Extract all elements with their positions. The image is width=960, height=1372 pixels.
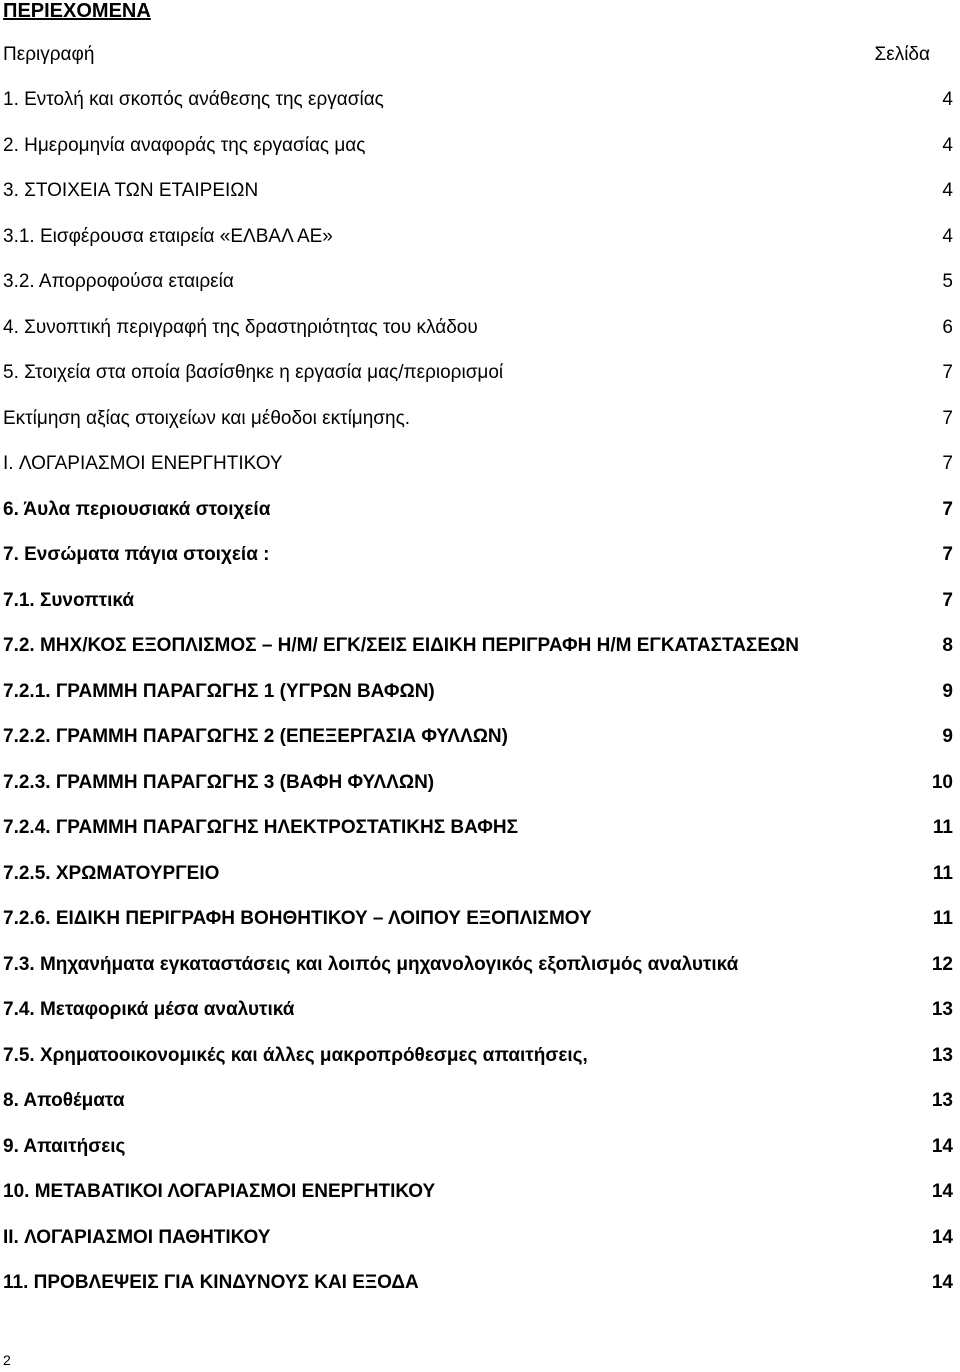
toc-entry-label: 2. Ημερομηνία αναφοράς της εργασίας μας [3, 135, 366, 156]
toc-entry-page: 4 [942, 89, 953, 110]
toc-entry-label: 3. ΣΤΟΙΧΕΙΑ ΤΩΝ ΕΤΑΙΡΕΙΩΝ [3, 180, 259, 201]
toc-entry-label: 7.2. ΜΗΧ/ΚΟΣ ΕΞΟΠΛΙΣΜΟΣ – Η/Μ/ ΕΓΚ/ΣΕΙΣ ΕΙΔΙΚΗ ΠΕΡΙΓΡΑΦΗ Η/Μ ΕΓΚΑΤΑΣΤΑΣΕΩΝ [3, 635, 799, 656]
toc-entry-page: 11 [932, 863, 953, 884]
toc-entry-page: 13 [931, 1090, 953, 1111]
toc-entry[interactable] [3, 408, 953, 430]
toc-entry-page: 7 [942, 544, 953, 565]
toc-entry[interactable] [3, 635, 953, 657]
toc-entry[interactable] [3, 863, 953, 885]
toc-entry-label: 3.2. Απορροφούσα εταιρεία [3, 271, 234, 292]
toc-entry-label: 7. Ενσώματα πάγια στοιχεία : [3, 544, 270, 565]
toc-entry-label: Εκτίμηση αξίας στοιχείων και μέθοδοι εκτίμησης. [3, 408, 411, 429]
toc-entry-page: 9 [942, 726, 953, 747]
toc-entry-label: 3.1. Εισφέρουσα εταιρεία «ΕΛΒΑΛ ΑΕ» [3, 226, 333, 247]
toc-entry-label: 1. Εντολή και σκοπός ανάθεσης της εργασίας [3, 89, 384, 110]
toc-entry-label: 7.2.4. ΓΡΑΜΜΗ ΠΑΡΑΓΩΓΗΣ ΗΛΕΚΤΡΟΣΤΑΤΙΚΗΣ ΒΑΦΗΣ [3, 817, 519, 838]
toc-entry-label: 9. Απαιτήσεις [3, 1136, 126, 1157]
toc-entry[interactable] [3, 544, 953, 566]
toc-entry-page: 11 [932, 817, 953, 838]
toc-entry-label: 7.2.3. ΓΡΑΜΜΗ ΠΑΡΑΓΩΓΗΣ 3 (ΒΑΦΗ ΦΥΛΛΩΝ) [3, 772, 435, 793]
toc-entry-page: 7 [942, 590, 953, 611]
toc-entry[interactable] [3, 271, 953, 293]
toc-entry-page: 13 [931, 999, 953, 1020]
toc-entry-label: 8. Αποθέματα [3, 1090, 125, 1111]
toc-entry-page: 14 [931, 1181, 953, 1202]
toc-entry-page: 14 [931, 1136, 953, 1157]
toc-entry-page: 4 [942, 135, 953, 156]
toc-entry-page: 11 [932, 908, 953, 929]
toc-entry-page: 7 [942, 362, 953, 383]
toc-entry[interactable] [3, 772, 953, 794]
toc-entry[interactable] [3, 908, 953, 930]
toc-entry[interactable] [3, 817, 953, 839]
toc-entry[interactable] [3, 1181, 953, 1203]
toc-entry-label: II. ΛΟΓΑΡΙΑΣΜΟΙ ΠΑΘΗΤΙΚΟΥ [3, 1227, 271, 1248]
toc-entry[interactable] [3, 681, 953, 703]
toc-entry[interactable] [3, 180, 953, 202]
toc-entry-label: I. ΛΟΓΑΡΙΑΣΜΟΙ ΕΝΕΡΓΗΤΙΚΟΥ [3, 453, 283, 474]
toc-entry[interactable] [3, 999, 953, 1021]
toc-entry[interactable] [3, 362, 953, 384]
toc-entry[interactable] [3, 499, 953, 521]
toc-entry-label: 7.2.1. ΓΡΑΜΜΗ ΠΑΡΑΓΩΓΗΣ 1 (ΥΓΡΩΝ ΒΑΦΩΝ) [3, 681, 435, 702]
toc-entry[interactable] [3, 453, 953, 475]
toc-entry-page: 8 [942, 635, 953, 656]
toc-entry-page: 7 [942, 408, 953, 429]
toc-entry-page: 14 [931, 1227, 953, 1248]
toc-entry[interactable] [3, 590, 953, 612]
toc-title: ΠΕΡΙΕΧΟΜΕΝΑ [3, 0, 151, 22]
toc-entry-page: 4 [942, 226, 953, 247]
toc-entry[interactable] [3, 226, 953, 248]
toc-entry[interactable] [3, 1136, 953, 1158]
toc-entry-page: 13 [931, 1045, 953, 1066]
toc-entry-label: 7.2.2. ΓΡΑΜΜΗ ΠΑΡΑΓΩΓΗΣ 2 (ΕΠΕΞΕΡΓΑΣΙΑ ΦΥΛΛΩΝ) [3, 726, 508, 747]
toc-entry[interactable] [3, 135, 953, 157]
toc-entry[interactable] [3, 1045, 953, 1067]
toc-entry-label: 6. Άυλα περιουσιακά στοιχεία [3, 499, 271, 520]
toc-entry[interactable] [3, 1090, 953, 1112]
toc-entry-label: 7.5. Χρηματοοικονομικές και άλλες μακροπρόθεσμες απαιτήσεις, [3, 1045, 588, 1066]
toc-entry[interactable] [3, 1227, 953, 1249]
toc-entry-label: 7.2.5. ΧΡΩΜΑΤΟΥΡΓΕΙΟ [3, 863, 220, 884]
toc-entry-page: 7 [942, 453, 953, 474]
toc-entry-page: 4 [942, 180, 953, 201]
toc-entry-page: 9 [942, 681, 953, 702]
toc-entry-label: 11. ΠΡΟΒΛΕΨΕΙΣ ΓΙΑ ΚΙΝΔΥΝΟΥΣ ΚΑΙ ΕΞΟΔΑ [3, 1272, 419, 1293]
toc-entry[interactable] [3, 89, 953, 111]
toc-entry-page: 5 [942, 271, 953, 292]
toc-entry[interactable] [3, 317, 953, 339]
toc-entry-page: 7 [942, 499, 953, 520]
toc-entry-label: 7.3. Μηχανήματα εγκαταστάσεις και λοιπός μηχανολογικός εξοπλισμός αναλυτικά [3, 954, 739, 975]
page-column-label: Σελίδα [874, 44, 930, 65]
toc-entry[interactable] [3, 954, 953, 976]
toc-entry-page: 14 [931, 1272, 953, 1293]
toc-entry-label: 10. ΜΕΤΑΒΑΤΙΚΟΙ ΛΟΓΑΡΙΑΣΜΟΙ ΕΝΕΡΓΗΤΙΚΟΥ [3, 1181, 436, 1202]
toc-entry-label: 5. Στοιχεία στα οποία βασίσθηκε η εργασία μας/περιορισμοί [3, 362, 504, 383]
toc-entry-page: 12 [931, 954, 953, 975]
toc-entry[interactable] [3, 726, 953, 748]
toc-entry-page: 10 [931, 772, 953, 793]
page-number: 2 [3, 1352, 11, 1368]
toc-entry-label: 7.2.6. ΕΙΔΙΚΗ ΠΕΡΙΓΡΑΦΗ ΒΟΗΘΗΤΙΚΟΥ – ΛΟΙΠΟΥ ΕΞΟΠΛΙΣΜΟΥ [3, 908, 592, 929]
toc-entry-label: 7.1. Συνοπτικά [3, 590, 135, 611]
toc-entry[interactable] [3, 1272, 953, 1294]
toc-entry-label: 4. Συνοπτική περιγραφή της δραστηριότητας του κλάδου [3, 317, 478, 338]
description-column-label: Περιγραφή [3, 44, 95, 65]
toc-entry-label: 7.4. Μεταφορικά μέσα αναλυτικά [3, 999, 295, 1020]
toc-entry-page: 6 [942, 317, 953, 338]
